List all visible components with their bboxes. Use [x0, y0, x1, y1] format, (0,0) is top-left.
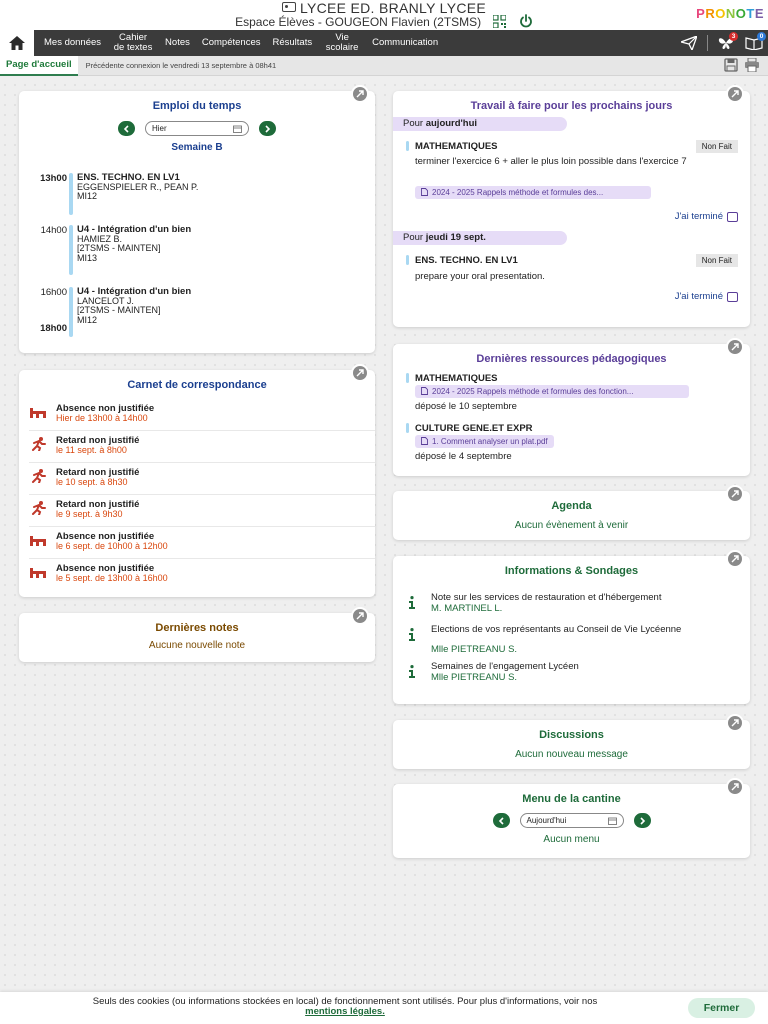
correspondance-label: Absence non justifiée — [56, 563, 155, 574]
course-teacher: EGGENSPIELER R., PEAN P. — [77, 181, 199, 192]
course-room: MI12 — [77, 314, 98, 325]
course-bar — [69, 173, 73, 215]
resource-subject: CULTURE GENE.ET EXPR — [415, 423, 533, 434]
main-nav — [0, 30, 768, 56]
day-label: jeudi 19 sept. — [425, 232, 486, 243]
correspondance-label: Absence non justifiée — [56, 403, 155, 414]
discussions-title: Discussions — [539, 729, 604, 741]
cookie-banner — [0, 992, 768, 1024]
info-item[interactable] — [393, 625, 750, 662]
course-subject: U4 - Intégration d'un bien — [77, 286, 192, 297]
nav-separator — [707, 35, 708, 51]
expand-discussions-button[interactable] — [726, 714, 744, 732]
running-late-icon — [29, 469, 49, 483]
homework-subject: ENS. TECHNO. EN LV1 — [415, 255, 518, 266]
cookie-text: Seuls des cookies (ou informations stockées en local) de fonctionnement sont utilisés. Pour plus d'informations, voir nos — [92, 996, 598, 1007]
course-room: MI12 — [77, 191, 98, 201]
day-prefix: Pour — [403, 118, 426, 129]
cantine-empty: Aucun menu — [543, 834, 600, 845]
course-subject: ENS. TECHNO. EN LV1 — [77, 172, 180, 183]
news-badge: 0 — [757, 32, 766, 41]
carnet-correspondance-card — [19, 370, 375, 597]
sub-bar — [0, 56, 768, 76]
school-name: LYCEE ED. BRANLY LYCEE — [299, 0, 487, 16]
info-item[interactable] — [393, 593, 750, 625]
file-icon — [421, 437, 428, 445]
close-cookie-button[interactable]: Fermer — [688, 998, 755, 1018]
resource-item[interactable] — [393, 423, 750, 473]
course-start: 14h00 — [40, 225, 67, 236]
nav-notes[interactable]: Notes — [165, 37, 190, 48]
day-prefix: Pour — [403, 232, 426, 243]
done-label: J'ai terminé — [674, 211, 723, 222]
ressources-title: Dernières ressources pédagogiques — [476, 353, 667, 365]
travail-a-faire-card — [393, 91, 750, 327]
homework-file-name: 2024 - 2025 Rappels méthode et formules des... — [432, 188, 604, 197]
tab-page-accueil[interactable]: Page d'accueil — [0, 56, 78, 76]
cantine-card — [393, 784, 750, 858]
info-title: Elections de vos représentants au Conseil de Vie Lycéenne — [431, 624, 682, 635]
running-late-icon — [29, 437, 49, 451]
chevron-right-icon — [639, 817, 646, 825]
course-start: 13h00 — [40, 173, 67, 184]
emploi-title: Emploi du temps — [152, 100, 242, 112]
homework-status[interactable]: Non Fait — [696, 140, 738, 153]
id-card-icon — [282, 2, 296, 12]
info-title: Note sur les services de restauration et d'hébergement — [431, 592, 662, 603]
done-checkbox[interactable] — [727, 212, 738, 222]
legal-mentions-link[interactable]: mentions légales. — [305, 1006, 385, 1017]
paper-plane-icon — [681, 36, 697, 50]
travail-title: Travail à faire pour les prochains jours — [470, 100, 673, 112]
home-button[interactable] — [0, 30, 34, 56]
notes-empty: Aucune nouvelle note — [148, 640, 246, 651]
nav-resultats[interactable]: Résultats — [272, 37, 313, 48]
done-checkbox[interactable] — [727, 292, 738, 302]
homework-subject: MATHEMATIQUES — [415, 141, 498, 152]
info-author: Mlle PIETREANU S. — [431, 644, 518, 655]
correspondance-detail: Hier de 13h00 à 14h00 — [56, 413, 148, 423]
day-header-today — [393, 117, 567, 131]
arrow-expand-icon — [731, 719, 739, 727]
homework-bar — [406, 255, 409, 265]
dernieres-notes-card — [19, 613, 375, 662]
correspondance-detail: le 11 sept. à 8h00 — [56, 445, 127, 455]
course-teacher: LANCELOT J. — [77, 295, 134, 306]
informations-card — [393, 556, 750, 704]
expand-emploi-button[interactable] — [351, 85, 369, 103]
correspondance-detail: le 6 sept. de 10h00 à 12h00 — [56, 541, 168, 551]
homework-item[interactable] — [393, 245, 750, 315]
homework-description: prepare your oral presentation. — [415, 271, 545, 282]
course-end: 18h00 — [40, 323, 67, 334]
done-toggle[interactable] — [675, 291, 738, 302]
calendar-icon — [233, 125, 242, 133]
infos-title: Informations & Sondages — [504, 565, 639, 577]
chevron-left-icon — [123, 125, 130, 133]
expand-ressources-button[interactable] — [726, 338, 744, 356]
prev-menu-button[interactable] — [493, 813, 510, 828]
course-item[interactable] — [19, 287, 375, 339]
correspondance-detail: le 10 sept. à 8h30 — [56, 477, 128, 487]
resource-bar — [406, 373, 409, 383]
print-pdf-icon[interactable] — [744, 58, 760, 72]
expand-travail-button[interactable] — [726, 85, 744, 103]
absence-icon — [29, 565, 49, 579]
correspondance-item[interactable] — [29, 431, 375, 463]
agenda-title: Agenda — [551, 500, 592, 512]
space-name: Espace Élèves - GOUGEON Flavien (2TSMS) — [235, 15, 482, 29]
file-icon — [421, 188, 428, 196]
course-item[interactable] — [19, 225, 375, 287]
homework-status[interactable]: Non Fait — [696, 254, 738, 267]
resource-file-name: 2024 - 2025 Rappels méthode et formules des fonction... — [432, 387, 634, 396]
arrow-expand-icon — [731, 90, 739, 98]
resource-item[interactable] — [393, 373, 750, 423]
save-icon[interactable] — [724, 58, 738, 72]
homework-bar — [406, 141, 409, 151]
course-group: [2TSMS - MAINTEN] — [77, 243, 161, 253]
chevron-right-icon — [264, 125, 271, 133]
week-label: Semaine B — [171, 142, 223, 153]
course-teacher: HAMIEZ B. — [77, 233, 123, 244]
info-item[interactable] — [393, 662, 750, 694]
last-connection: Précédente connexion le vendredi 13 septembre à 08h41 — [85, 61, 277, 70]
correspondance-label: Retard non justifié — [56, 467, 140, 478]
resource-file-name: 1. Comment analyser un plat.pdf — [432, 437, 548, 446]
pronote-logo: PRONOTE — [696, 6, 764, 21]
calendar-icon — [608, 817, 617, 825]
course-subject: U4 - Intégration d'un bien — [77, 224, 192, 235]
course-bar — [69, 287, 73, 337]
notes-title: Dernières notes — [155, 622, 239, 634]
day-label: aujourd'hui — [425, 118, 478, 129]
home-icon — [9, 36, 25, 50]
correspondance-detail: le 5 sept. de 13h00 à 16h00 — [56, 573, 168, 583]
done-label: J'ai terminé — [674, 291, 723, 302]
emploi-date-field[interactable] — [145, 121, 249, 136]
discussions-empty: Aucun nouveau message — [515, 749, 628, 760]
next-day-button[interactable] — [259, 121, 276, 136]
top-header — [0, 0, 768, 30]
nav-vie-scolaire[interactable]: Vie scolaire — [325, 32, 359, 53]
power-icon[interactable] — [519, 14, 533, 28]
arrow-expand-icon — [356, 612, 364, 620]
expand-carnet-button[interactable] — [351, 364, 369, 382]
expand-notes-button[interactable] — [351, 607, 369, 625]
resource-subject: MATHEMATIQUES — [415, 373, 498, 384]
cookie-message — [0, 997, 690, 1017]
arrow-expand-icon — [356, 90, 364, 98]
cantine-title: Menu de la cantine — [522, 793, 621, 805]
send-button[interactable] — [675, 30, 703, 56]
info-icon — [408, 596, 416, 609]
correspondance-item[interactable] — [29, 495, 375, 527]
arrow-expand-icon — [731, 555, 739, 563]
next-menu-button[interactable] — [634, 813, 651, 828]
course-bar — [69, 225, 73, 275]
resource-date: déposé le 10 septembre — [415, 401, 517, 412]
absence-icon — [29, 533, 49, 547]
nav-competences[interactable]: Compétences — [201, 37, 261, 48]
running-late-icon — [29, 501, 49, 515]
discussions-card — [393, 720, 750, 769]
emploi-date-value: Hier — [152, 124, 167, 133]
correspondance-item[interactable] — [29, 559, 375, 591]
arrow-expand-icon — [731, 343, 739, 351]
course-item[interactable] — [19, 173, 375, 225]
nav-cahier-de-textes[interactable]: Cahier de textes — [113, 32, 153, 53]
prev-day-button[interactable] — [118, 121, 135, 136]
ressources-card — [393, 344, 750, 476]
correspondance-label: Absence non justifiée — [56, 531, 155, 542]
agenda-empty: Aucun évènement à venir — [514, 520, 629, 531]
resource-file-chip[interactable] — [415, 435, 554, 448]
cantine-date-field[interactable] — [520, 813, 624, 828]
carnet-title: Carnet de correspondance — [127, 379, 267, 391]
expand-cantine-button[interactable] — [726, 778, 744, 796]
correspondance-detail: le 9 sept. à 9h30 — [56, 509, 123, 519]
resource-file-chip[interactable] — [415, 385, 689, 398]
cantine-date-value: Aujourd'hui — [526, 816, 567, 825]
info-title: Semaines de l'engagement Lycéen — [431, 661, 579, 672]
messages-badge: 3 — [729, 32, 738, 41]
resource-date: déposé le 4 septembre — [415, 451, 512, 462]
resource-bar — [406, 423, 409, 433]
space-line — [0, 14, 768, 29]
done-toggle[interactable] — [675, 211, 738, 222]
info-author: Mlle PIETREANU S. — [431, 672, 518, 683]
chevron-left-icon — [498, 817, 505, 825]
arrow-expand-icon — [731, 783, 739, 791]
absence-icon — [29, 405, 49, 419]
correspondance-item[interactable] — [29, 463, 375, 495]
correspondance-label: Retard non justifié — [56, 499, 140, 510]
nav-mes-donnees[interactable]: Mes données — [44, 37, 102, 48]
messages-button[interactable] — [712, 30, 740, 56]
day-header-thursday — [393, 231, 567, 245]
course-group: [2TSMS - MAINTEN] — [77, 305, 161, 315]
homework-description: terminer l'exercice 6 + aller le plus loin possible dans l'exercice 7 — [415, 156, 687, 167]
correspondance-label: Retard non justifié — [56, 435, 140, 446]
arrow-expand-icon — [356, 369, 364, 377]
file-icon — [421, 387, 428, 395]
qr-code-icon[interactable] — [493, 15, 506, 28]
news-button[interactable] — [740, 30, 768, 56]
info-author: M. MARTINEL L. — [431, 603, 503, 614]
homework-item[interactable] — [393, 131, 750, 231]
nav-communication[interactable]: Communication — [372, 37, 439, 48]
correspondance-item[interactable] — [29, 399, 375, 431]
correspondance-item[interactable] — [29, 527, 375, 559]
info-icon — [408, 665, 416, 678]
expand-agenda-button[interactable] — [726, 485, 744, 503]
expand-infos-button[interactable] — [726, 550, 744, 568]
course-start: 16h00 — [40, 287, 67, 298]
course-room: MI13 — [77, 252, 98, 263]
arrow-expand-icon — [731, 490, 739, 498]
agenda-card — [393, 491, 750, 540]
homework-file-chip[interactable] — [415, 186, 651, 199]
info-icon — [408, 628, 416, 641]
emploi-du-temps-card — [19, 91, 375, 353]
